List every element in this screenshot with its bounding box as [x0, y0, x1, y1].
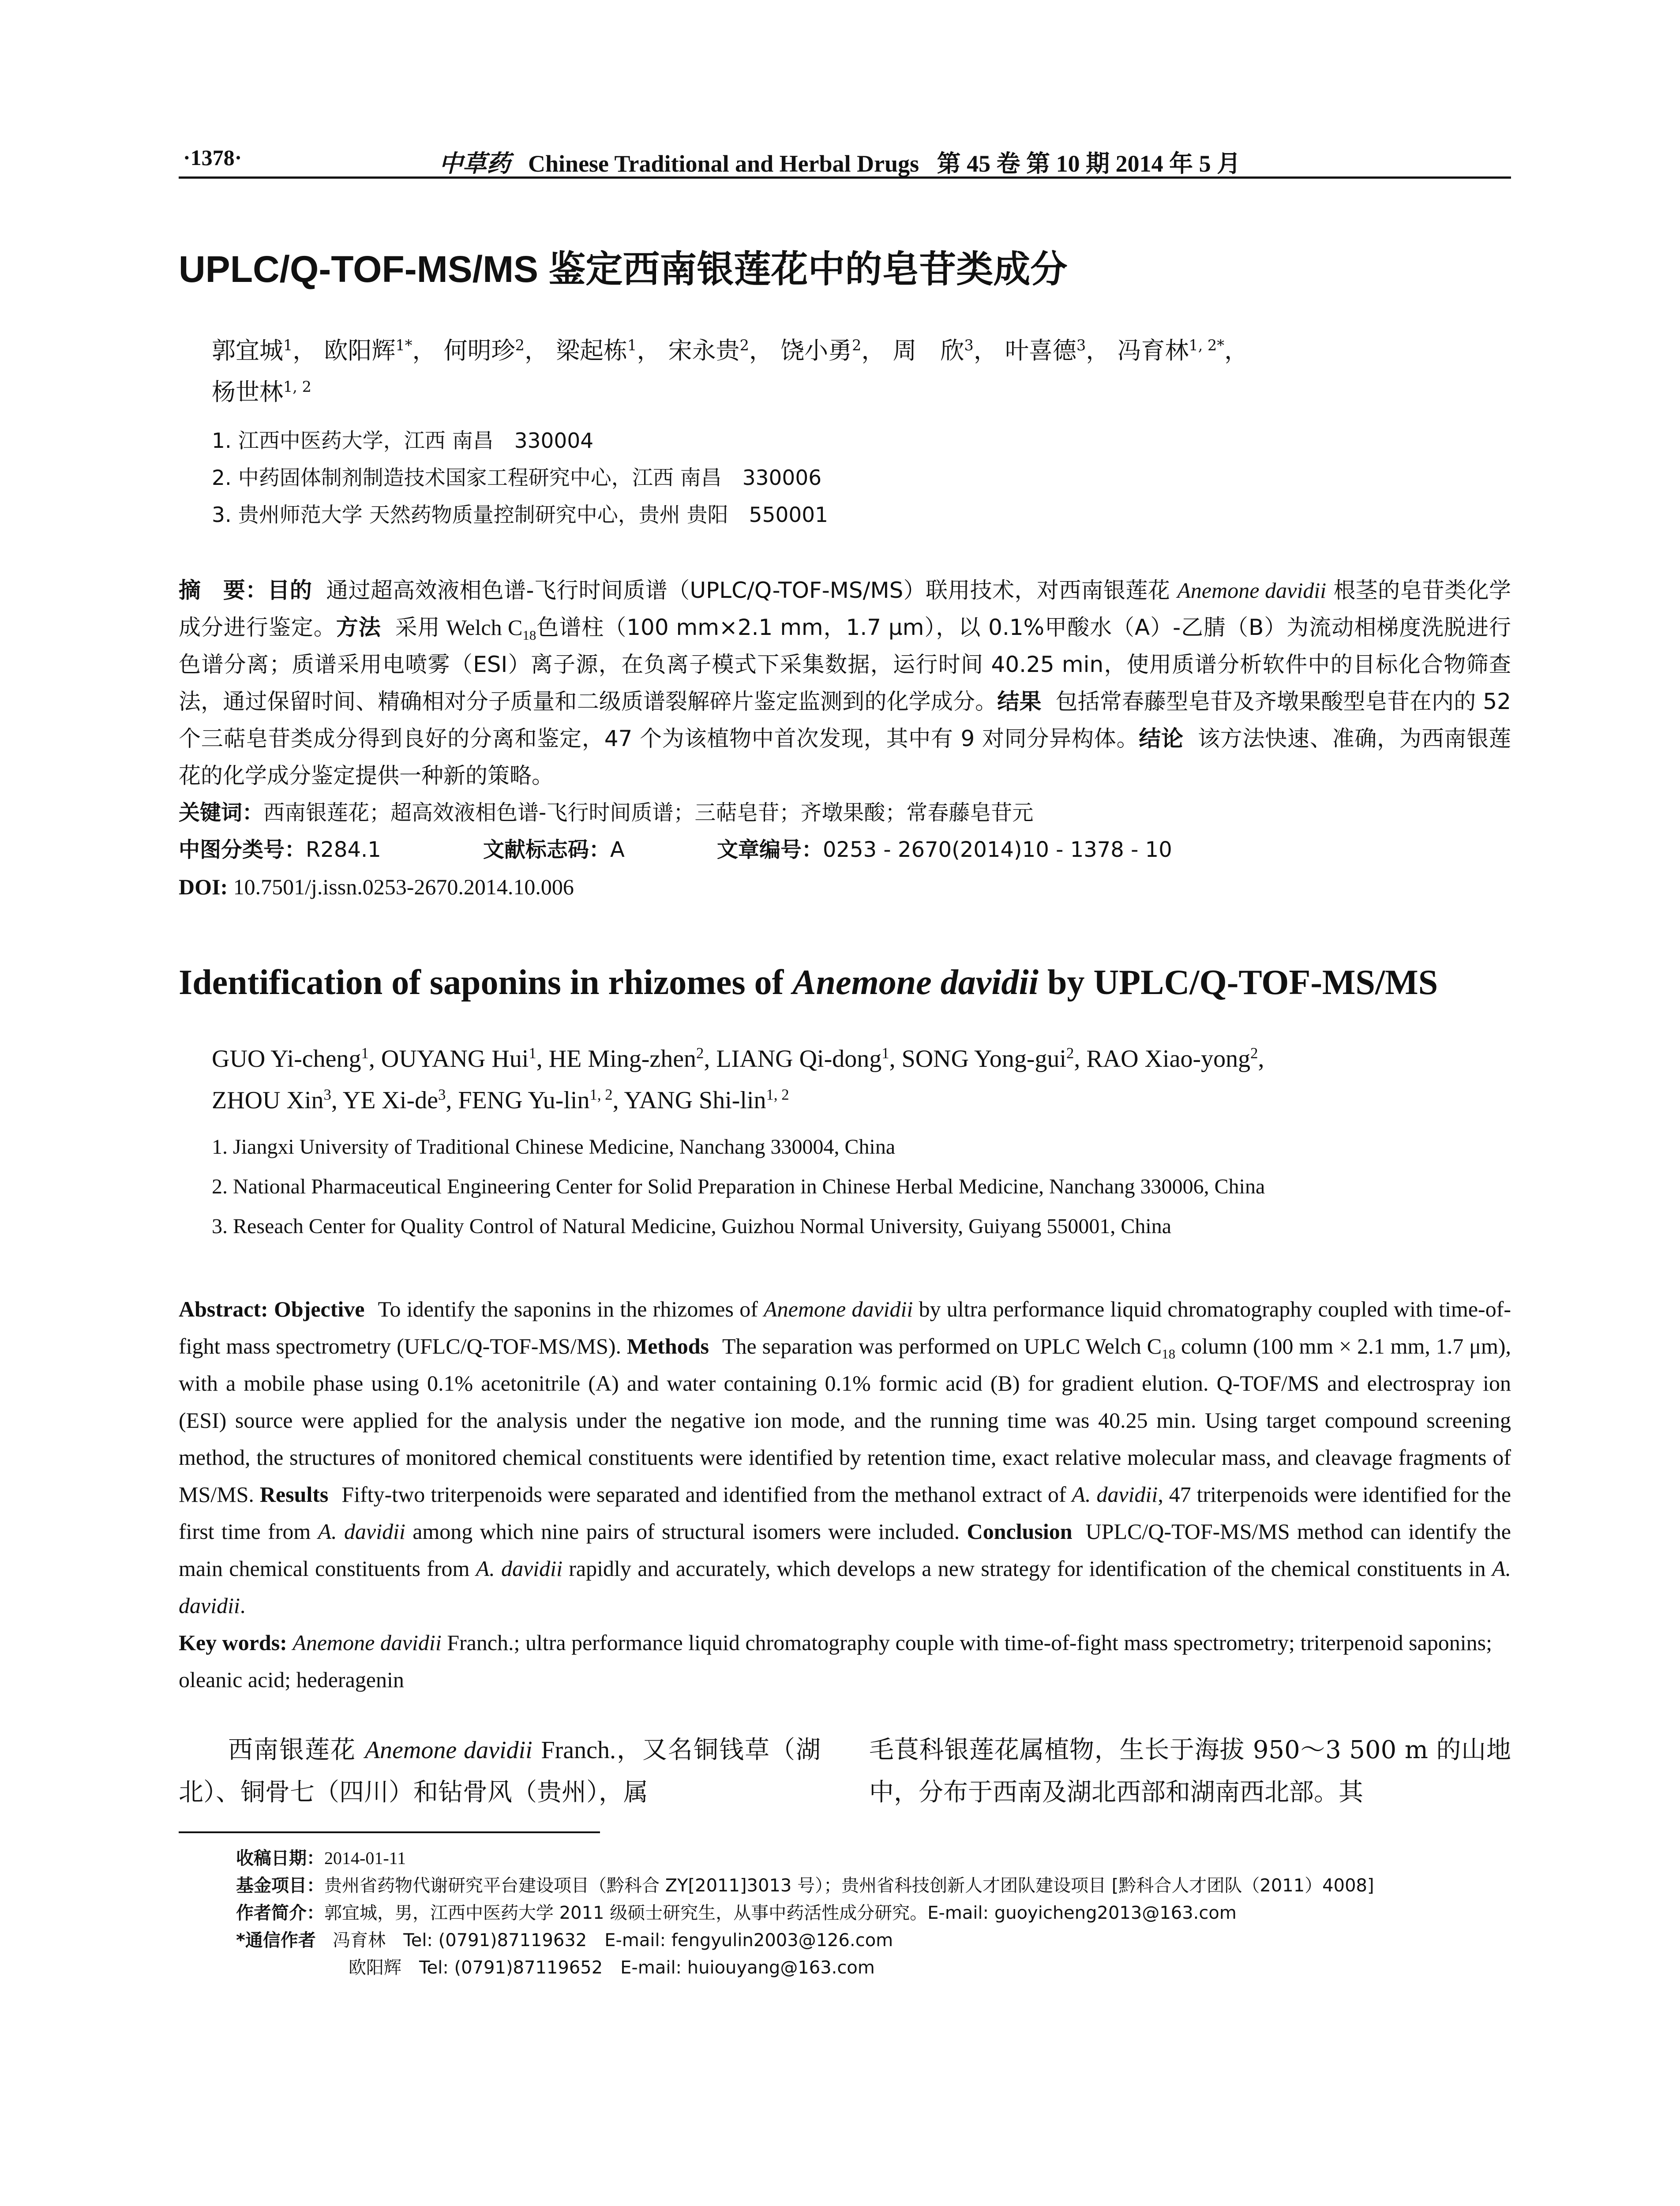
- author: 欧阳辉$^{1*}$: [324, 337, 412, 364]
- affiliation: 1. 江西中医药大学，江西 南昌 330004: [212, 429, 594, 453]
- body-column-right: 毛茛科银莲花属植物，生长于海拔 950～3 500 m 的山地中，分布于西南及湖北西部和湖南西北部。其: [869, 1736, 1511, 1807]
- results-label: 结果: [997, 689, 1042, 714]
- keywords-text: 西南银莲花；超高效液相色谱-飞行时间质谱；三萜皂苷；齐墩果酸；常春藤皂苷元: [263, 800, 1034, 825]
- journal-page: [179, 132, 1511, 1981]
- author: RAO Xiao-yong$^2$: [1086, 1044, 1258, 1073]
- conclusion-label: 结论: [1139, 726, 1184, 751]
- author: 叶喜德$^3$: [1005, 337, 1086, 364]
- author: FENG Yu-lin$^{1, 2}$: [458, 1086, 613, 1114]
- keywords-text: Franch.; ultra performance liquid chromatography couple with time-of-fight mass spectrometry; triterpenoid saponins; oleanic acid; hederagenin: [179, 1630, 1492, 1692]
- clc-code: 中图分类号：R284.1: [179, 837, 381, 862]
- author: 何明珍$^2$: [443, 337, 525, 364]
- species-name: Anemone davidii: [792, 963, 1039, 1002]
- methods-text-cont: 色谱柱（100 mm×2.1 mm，1.7 μm），以 0.1%甲酸水（A）-乙腈（B）为流动相梯度洗脱进行色谱分离；质谱采用电喷雾（ESI）离子源，在负离子模式下采集数据，运行时间 40.25 min，使用质谱分析软件中的目标化合物筛查法，通过保留时间、精确相对分子质量和二级质谱裂解碎片鉴定监测到的化学成分。: [179, 615, 1511, 714]
- author: 宋永贵$^2$: [668, 337, 749, 364]
- classification-line: [179, 831, 1511, 868]
- affiliations-cn: [212, 423, 1511, 534]
- corresponding-author: 欧阳辉 Tel: (0791)87119652 E-mail: huiouyang@163.com: [349, 1958, 875, 1978]
- methods-label: Methods: [626, 1334, 709, 1358]
- doi-link[interactable]: 10.7501/j.issn.0253-2670.2014.10.006: [233, 874, 574, 899]
- author-line: GUO Yi-cheng$^1$, OUYANG Hui$^1$, HE Ming-zhen$^2$, LIANG Qi-dong$^1$, SONG Yong-gui$^2$, RAO Xiao-yong$^2$,: [212, 1044, 1264, 1073]
- conclusion-label: Conclusion: [967, 1519, 1072, 1544]
- body-column-left: 西南银莲花 Anemone davidii Franch.，又名铜钱草（湖北）、铜骨七（四川）和钻骨风（贵州），属: [179, 1736, 821, 1806]
- affiliations-en: [212, 1127, 1511, 1246]
- journal-name-en: Chinese Traditional and Herbal Drugs: [528, 150, 919, 177]
- objective-label: Objective: [274, 1297, 365, 1321]
- author: 冯育林$^{1, 2*}$: [1117, 337, 1225, 364]
- journal-issue: 第 45 卷 第 10 期 2014 年 5 月: [937, 150, 1241, 177]
- keywords-cn: 关键词：西南银莲花；超高效液相色谱-飞行时间质谱；三萜皂苷；齐墩果酸；常春藤皂苷元: [179, 800, 1034, 825]
- author: 杨世林$^{1, 2}$: [212, 378, 311, 406]
- journal-name: [439, 145, 1241, 179]
- author: 饶小勇$^2$: [780, 337, 862, 364]
- species-name: A. davidii: [1072, 1482, 1158, 1507]
- author-list-en: [212, 1038, 1511, 1121]
- affiliation: 3. Reseach Center for Quality Control of Natural Medicine, Guizhou Normal University, Guiyang 550001, China: [212, 1215, 1172, 1238]
- affiliation: 3. 贵州师范大学 天然药物质量控制研究中心，贵州 贵阳 550001: [212, 503, 829, 527]
- abstract-label: Abstract:: [179, 1297, 268, 1321]
- corresponding-author: *通信作者 冯育林 Tel: (0791)87119632 E-mail: fengyulin2003@126.com: [236, 1930, 893, 1951]
- objective-text: 通过超高效液相色谱-飞行时间质谱（UPLC/Q-TOF-MS/MS）联用技术，对西南银莲花: [326, 578, 1170, 603]
- author-line: 郭宜城$^1$， 欧阳辉$^{1*}$， 何明珍$^2$， 梁起栋$^1$， 宋永贵$^2$， 饶小勇$^2$， 周 欣$^3$， 叶喜德$^3$， 冯育林$^{1, 2*}$，: [212, 337, 1249, 364]
- page-number: ·1378·: [183, 145, 242, 170]
- article-number: 文章编号：0253 - 2670(2014)10 - 1378 - 10: [717, 837, 1172, 862]
- author: ZHOU Xin$^3$: [212, 1086, 331, 1114]
- abstract-en: Abstract: Objective To identify the saponins in the rhizomes of Anemone davidii by ultra performance liquid chromatography coupled with time-of-fight mass spectrometry (UFLC/Q-TOF-MS/MS). Methods The separation was performed on UPLC Welch $C_{18}$ column (100 mm × 2.1 mm, 1.7 μm), with a mobile phase using 0.1% acetonitrile (A) and water containing 0.1% formic acid (B) for gradient elution. Q-TOF/MS and electrospray ion (ESI) source were applied for the analysis under the negative ion mode, and the running time was 40.25 min. Using target compound screening method, the structures of monitored chemical constituents were identified by retention time, exact relative molecular mass, and cleavage fragments of MS/MS. Results Fifty-two triterpenoids were separated and identified from the methanol extract of A. davidii, 47 triterpenoids were identified for the first time from A. davidii among which nine pairs of structural isomers were included. Conclusion UPLC/Q-TOF-MS/MS method can identify the main chemical constituents from A. davidii rapidly and accurately, which develops a new strategy for identification of the chemical constituents in A. davidii.: [179, 1297, 1511, 1618]
- species-name: Anemone davidii: [292, 1630, 442, 1655]
- author: OUYANG Hui$^1$: [381, 1044, 536, 1073]
- affiliation: 2. 中药固体制剂制造技术国家工程研究中心，江西 南昌 330006: [212, 466, 822, 490]
- objective-text-end: 根茎的皂苷类化学成分进行鉴定。: [179, 578, 1511, 640]
- author: 梁起栋$^1$: [556, 337, 637, 364]
- author: YANG Shi-lin$^{1, 2}$: [624, 1086, 789, 1114]
- received-date: 收稿日期：2014-01-11: [236, 1848, 406, 1868]
- affiliation: 2. National Pharmaceutical Engineering Center for Solid Preparation in Chinese Herbal Medicine, Nanchang 330006, China: [212, 1175, 1265, 1198]
- body-text: [179, 1729, 1511, 1814]
- species-name: A. davidii: [179, 1556, 1511, 1618]
- author: YE $Xi-de^3$: [342, 1086, 446, 1114]
- methods-label: 方法: [336, 615, 381, 640]
- running-header: [179, 132, 1511, 179]
- document-code: 文献标志码：A: [483, 837, 625, 862]
- affiliation: 1. Jiangxi University of Traditional Chinese Medicine, Nanchang 330004, China: [212, 1135, 896, 1159]
- author-line: [212, 371, 1511, 413]
- author: LIANG Qi-dong$^1$: [716, 1044, 889, 1073]
- author-list-cn: [212, 330, 1511, 413]
- species-name: A. davidii: [318, 1519, 405, 1544]
- fund-info: 基金项目：贵州省药物代谢研究平台建设项目（黔科合 ZY[2011]3013 号）；贵州省科技创新人才团队建设项目 [黔科合人才团队（2011）4008]: [236, 1876, 1374, 1896]
- author-bio: 作者简介：郭宜城，男，江西中医药大学 2011 级硕士研究生，从事中药活性成分研究。E-mail: guoyicheng2013@163.com: [236, 1903, 1237, 1923]
- results-label: Results: [259, 1482, 329, 1507]
- author: GUO Yi-cheng$^1$: [212, 1044, 369, 1073]
- keywords-en: Key words: Anemone davidii Franch.; ultra performance liquid chromatography couple with time-of-fight mass spectrometry; triterpenoid saponins; oleanic acid; hederagenin: [179, 1630, 1492, 1692]
- abstract-label: 摘 要：: [179, 578, 268, 603]
- footnotes: [236, 1845, 1511, 1981]
- species-name: A. davidii: [476, 1556, 562, 1581]
- objective-label: 目的: [267, 578, 312, 603]
- abstract-cn: 摘 要：目的 通过超高效液相色谱-飞行时间质谱（UPLC/Q-TOF-MS/MS）联用技术，对西南银莲花 Anemone davidii 根茎的皂苷类化学成分进行鉴定。方法 采用 Welch $C_{18}$色谱柱（100 mm×2.1 mm，1.7 μm），以 0.1%甲酸水（A）-乙腈（B）为流动相梯度洗脱进行色谱分离；质谱采用电喷雾（ESI）离子源，在负离子模式下采集数据，运行时间 40.25 min，使用质谱分析软件中的目标化合物筛查法，通过保留时间、精确相对分子质量和二级质谱裂解碎片鉴定监测到的化学成分。结果 包括常春藤型皂苷及齐墩果酸型皂苷在内的 52 个三萜皂苷类成分得到良好的分离和鉴定，47 个为该植物中首次发现，其中有 9 对同分异构体。结论 该方法快速、准确，为西南银莲花的化学成分鉴定提供一种新的策略。: [179, 578, 1511, 788]
- results-text: 包括常春藤型皂苷及齐墩果酸型皂苷在内的 52 个三萜皂苷类成分得到良好的分离和鉴定，47 个为该植物中首次发现，其中有 9 对同分异构体。: [179, 689, 1511, 751]
- conclusion-text: 该方法快速、准确，为西南银莲花的化学成分鉴定提供一种新的策略。: [179, 726, 1511, 788]
- methods-text: 采用 Welch C: [395, 615, 523, 640]
- footnote-divider: [179, 1831, 600, 1833]
- doi-line: DOI: 10.7501/j.issn.0253-2670.2014.10.006: [179, 874, 574, 899]
- article-title-cn: UPLC/Q-TOF-MS/MS 鉴定西南银莲花中的皂苷类成分: [179, 248, 1068, 290]
- author-line: ZHOU Xin$^3$, YE $Xi-de^3$, FENG Yu-lin$^{1, 2}$, YANG Shi-lin$^{1, 2}$: [212, 1086, 789, 1114]
- author: 周 欣$^3$: [892, 337, 974, 364]
- journal-name-cn: 中草药: [439, 149, 510, 177]
- author: HE Ming-zhen$^2$: [548, 1044, 704, 1073]
- article-title-en: Identification of saponins in rhizomes of Anemone davidii by UPLC/Q-TOF-MS/MS: [179, 963, 1438, 1002]
- author: SONG Yong-gui$^2$: [901, 1044, 1074, 1073]
- species-name: Anemone davidii: [364, 1737, 532, 1764]
- author: 郭宜城$^1$: [212, 337, 293, 364]
- species-name: Anemone davidii: [1177, 578, 1327, 603]
- species-name: Anemone davidii: [764, 1297, 913, 1321]
